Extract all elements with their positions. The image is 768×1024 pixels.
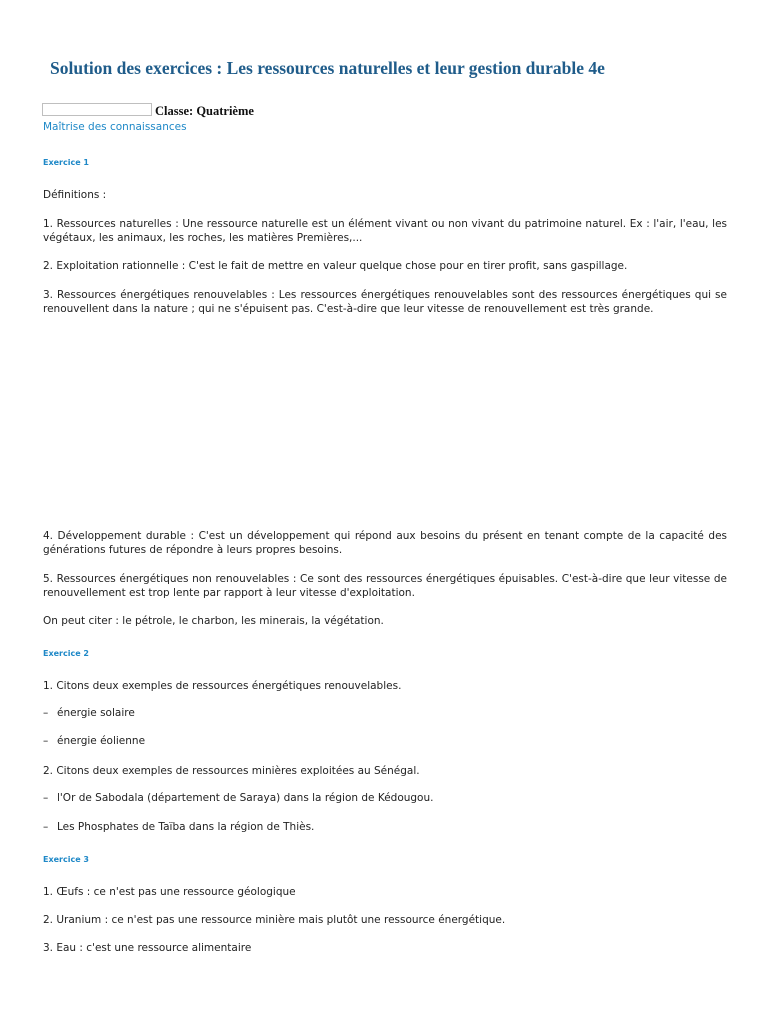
- answer-item: 3. Eau : c'est une ressource alimentaire: [43, 942, 252, 954]
- definition-item: On peut citer : le pétrole, le charbon, les minerais, la végétation.: [43, 615, 384, 627]
- name-field[interactable]: [42, 103, 152, 116]
- exercice-3-heading: Exercice 3: [43, 855, 89, 864]
- answer-text: Les Phosphates de Taïba dans la région de Thiès.: [57, 821, 315, 833]
- question-1: 1. Citons deux exemples de ressources énergétiques renouvelables.: [43, 680, 402, 692]
- answer-item: 2. Uranium : ce n'est pas une ressource minière mais plutôt une ressource énergétique.: [43, 914, 506, 926]
- section-heading: Maîtrise des connaissances: [43, 121, 187, 133]
- list-item: [43, 707, 135, 719]
- definitions-intro: Définitions :: [43, 189, 107, 201]
- dash-marker: –: [43, 735, 49, 747]
- list-item: [43, 821, 314, 833]
- exercice-1-heading: Exercice 1: [43, 158, 89, 167]
- definition-item: 1. Ressources naturelles : Une ressource naturelle est un élément vivant ou non vivant du patrimoine naturel. Ex : l'air, l'eau, les végétaux, les animaux, les roches, les matières Premières,...: [43, 218, 727, 244]
- dash-marker: –: [43, 821, 49, 833]
- answer-text: l'Or de Sabodala (département de Saraya) dans la région de Kédougou.: [57, 792, 434, 804]
- exercice-2-heading: Exercice 2: [43, 649, 89, 658]
- answer-item: 1. Œufs : ce n'est pas une ressource géologique: [43, 886, 296, 898]
- definition-item: 5. Ressources énergétiques non renouvelables : Ce sont des ressources énergétiques épuisables. C'est-à-dire que leur vitesse de renouvellement est trop lente par rapport à leur vitesse d'exploitation.: [43, 573, 727, 599]
- classe-label: Classe: Quatrième: [155, 104, 254, 118]
- definition-item: 2. Exploitation rationnelle : C'est le fait de mettre en valeur quelque chose pour en tirer profit, sans gaspillage.: [43, 260, 628, 272]
- answer-text: énergie solaire: [57, 707, 135, 719]
- definition-item: 4. Développement durable : C'est un développement qui répond aux besoins du présent en tenant compte de la capacité des générations futures de répondre à leurs propres besoins.: [43, 530, 727, 556]
- answer-text: énergie éolienne: [57, 735, 146, 747]
- page-title: Solution des exercices : Les ressources naturelles et leur gestion durable 4e: [50, 58, 605, 78]
- list-item: [43, 792, 433, 804]
- dash-marker: –: [43, 792, 49, 804]
- definition-item: 3. Ressources énergétiques renouvelables : Les ressources énergétiques renouvelables sont des ressources énergétiques qui se renouvellent dans la nature ; qui ne s'épuisent pas. C'est-à-dire que leur vitesse de renouvellement est très grande.: [43, 289, 727, 315]
- list-item: [43, 735, 145, 747]
- question-2: 2. Citons deux exemples de ressources minières exploitées au Sénégal.: [43, 765, 420, 777]
- dash-marker: –: [43, 707, 49, 719]
